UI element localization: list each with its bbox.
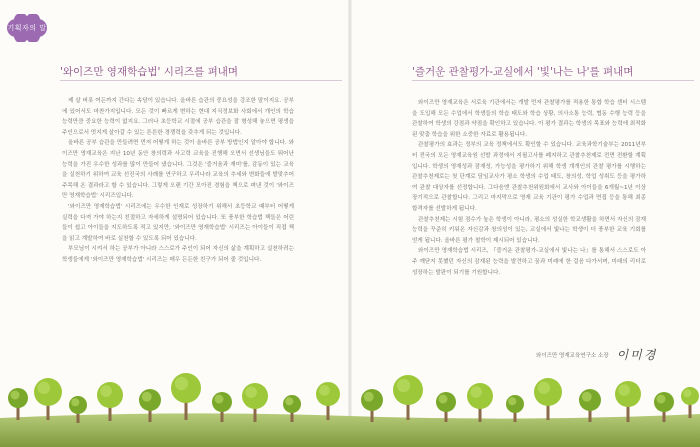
right-page <box>350 0 700 447</box>
paragraph: 올바른 공부 습관을 만들려면 먼저 어떻게 하는 것이 올바른 공부 방법인지 알아야 합니다. 와이즈만 영재교육은 지난 10년 동안 창의력과 사고력 교육을 진행해 오면서 선생님들도 뛰어난 능력을 가진 우수한 성과를 많이 만들어 냈습니다. 그것은 '즐거움과 재미'를, 감동이 있는 교육을 실천하기 위하여 교육 선진국의 사례를 연구하고 우리나라 교육의 추세와 변화들에 발맞추어 주목해 온 결과라고 할 수 있습니다. 그렇게 오랜 기간 모아진 경험을 책으로 펴낸 것이 '와이즈만 영재학습법' 시리즈입니다. <box>62 140 294 200</box>
paragraph: 관찰평가의 효과는 정부의 교육 정책에서도 확인할 수 있습니다. 교육과학기술부는 2011년부터 전국의 모든 영재교육원 선발 과정에서 지필고사를 폐지하고 관찰추천제로 전면 전환할 계획입니다. 학생의 영재성과 잠재성, 가능성을 평가하기 위해 학생 개개인의 관찰 평가를 시행하는 관찰추천제로는 첫 단계로 담임교사가 평소 학생의 수업 태도, 창의성, 학업 성취도 등을 평가하여 관찰 대상자를 선정합니다. 그다음엔 관찰추천위원회에서 교사와 아이들을 6개월~1년 이상 장기적으로 관찰합니다. 그리고 마지막으로 영재 교육 기관이 평가 수업과 면접 등을 통해 최종 합격자를 선발하게 됩니다. <box>412 142 646 212</box>
paragraph: '와이즈만 영재학습법' 시리즈에는 우수한 인재로 성장하기 위해서 초등학교 때부터 어떻게 실력을 다져 가야 하는지 친절하고 자세하게 설명되어 있습니다. 또 풍부한 학습법 책들은 어린들이 쉽고 아이들을 지도하도록 적고 있지만, '와이즈만 영재학습법' 시리즈는 아이들이 직접 책을 읽고 계발하여 바로 실천할 수 있도록 되어 있습니다. <box>62 203 294 242</box>
right-page-title: '즐거운 관찰평가-교실에서 '빛'나는 나'를 펴내며 <box>412 66 634 78</box>
signature-name: 이미경 <box>616 348 658 362</box>
left-body-text <box>62 96 294 266</box>
paragraph: 부모님이 시켜서 하는 공부가 아니라 스스로가 주인이 되어 자신의 삶을 계획하고 실천하려는 학생들에게 '와이즈만 영재학습법' 시리즈는 매우 든든한 친구가 되어 줄 것입니다. <box>62 246 294 263</box>
section-badge <box>4 14 50 42</box>
signature-block <box>536 346 657 363</box>
paragraph: 관찰추천제는 시험 점수가 높은 학생이 아니라, 평소의 성실한 학교생활을 하면서 자신의 잠재 능력을 꾸준히 키워온 자신감과 창의성이 있는, 교실에서 빛나는 학생이 더 풍부한 교육 기회를 얻게 됩니다. 올바른 평가 철학이 제시되어 있습니다. <box>412 216 646 244</box>
badge-label: 기획자의 말 <box>7 24 47 32</box>
title-rule <box>60 80 342 81</box>
left-page-title: '와이즈만 영재학습법' 시리즈를 펴내며 <box>60 66 239 78</box>
right-body-text <box>412 98 646 278</box>
signature-affiliation: 와이즈만 영재교육연구소 소장 <box>536 352 609 359</box>
paragraph: 와이즈만 영재학습법 시리즈, 『즐거운 관찰평가-교실에서 빛나는 나』를 통해서 스스로도 아주 깨닫지 못했던 자신의 잠재된 능력을 발견하고 꿈과 미래에 한 걸음 다가서며, 미래의 리더로 성장하는 발판이 되기를 기원합니다. <box>412 248 646 276</box>
title-rule <box>412 80 694 81</box>
paragraph: 와이즈만 영재교육은 서로육 기관에서는 개발 먼저 관찰평가를 적용한 통합 학습 센터 시스템을 도입해 모든 수업에서 학생들의 학습 태도와 학습 상황, 의사소통 능력, 협동 수행 능력 등을 관찰하여 학생의 강점과 약점을 확인하고 있습니다. 이 평가 결과는 학생의 목표와 능력에 최적화된 맞춤 학습을 위한 소중한 자료로 활용됩니다. <box>412 100 646 138</box>
paragraph: 제 살 버릇 여든까지 간다는 속담이 있습니다. 올바른 습관의 중요성을 강조한 말이지요. 공부에 있어서도 마찬가지입니다. 모든 것이 빠르게 변하는 현대 지식정보화 사회에서 개인의 학습 능력만큼 중요한 능력이 없지요. 그러나 초등학교 시절에 공부 습관을 잘 형성해 놓으면 평생을 주인으로서 멋지게 살아갈 수 있는 튼튼한 경쟁력을 갖추게 되는 것입니다. <box>62 98 294 136</box>
book-fold <box>348 0 352 447</box>
